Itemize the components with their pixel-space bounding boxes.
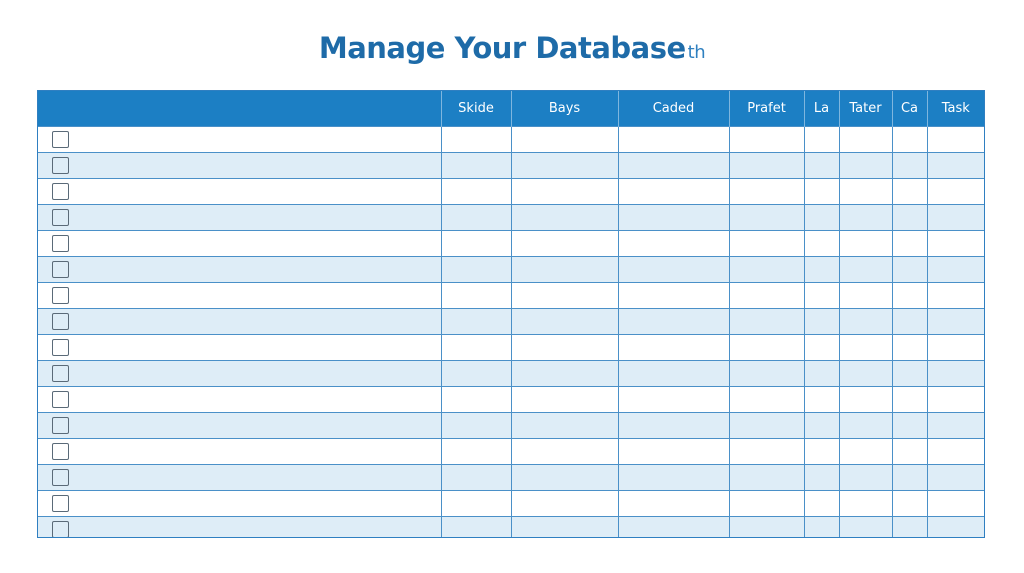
table-cell[interactable] <box>511 283 618 309</box>
table-row <box>38 153 984 179</box>
table-cell[interactable] <box>441 465 511 491</box>
row-select-cell <box>38 309 441 335</box>
table-cell[interactable] <box>729 205 804 231</box>
table-body <box>38 127 984 539</box>
row-select-cell <box>38 205 441 231</box>
table-cell[interactable] <box>729 361 804 387</box>
table-cell[interactable] <box>729 413 804 439</box>
row-checkbox[interactable] <box>52 443 69 460</box>
table-cell[interactable] <box>441 231 511 257</box>
table-cell[interactable] <box>511 153 618 179</box>
table-cell[interactable] <box>729 465 804 491</box>
table-cell[interactable] <box>511 335 618 361</box>
table-cell[interactable] <box>892 179 927 205</box>
table-cell[interactable] <box>804 517 839 539</box>
table-cell[interactable] <box>892 127 927 153</box>
table-cell[interactable] <box>804 283 839 309</box>
table-cell[interactable] <box>927 309 984 335</box>
table-cell[interactable] <box>729 179 804 205</box>
table-cell[interactable] <box>618 491 729 517</box>
table-row <box>38 439 984 465</box>
table-cell[interactable] <box>618 439 729 465</box>
table-row <box>38 361 984 387</box>
table-cell[interactable] <box>892 153 927 179</box>
table-cell[interactable] <box>729 387 804 413</box>
table-cell[interactable] <box>804 361 839 387</box>
table-cell[interactable] <box>927 283 984 309</box>
table-cell[interactable] <box>927 465 984 491</box>
column-header-prafet[interactable]: Prafet <box>729 91 804 127</box>
table-cell[interactable] <box>729 153 804 179</box>
column-header-bays[interactable]: Bays <box>511 91 618 127</box>
table-cell[interactable] <box>927 335 984 361</box>
table-cell[interactable] <box>839 361 892 387</box>
table-cell[interactable] <box>892 231 927 257</box>
row-checkbox[interactable] <box>52 261 69 278</box>
table-cell[interactable] <box>839 179 892 205</box>
table-cell[interactable] <box>839 309 892 335</box>
table-cell[interactable] <box>927 179 984 205</box>
table-cell[interactable] <box>804 309 839 335</box>
table-cell[interactable] <box>892 257 927 283</box>
table-cell[interactable] <box>927 153 984 179</box>
table-cell[interactable] <box>511 387 618 413</box>
table-cell[interactable] <box>804 153 839 179</box>
table-cell[interactable] <box>618 127 729 153</box>
table-cell[interactable] <box>511 309 618 335</box>
column-header-select <box>38 91 441 127</box>
table-cell[interactable] <box>441 153 511 179</box>
table-row <box>38 127 984 153</box>
column-header-task[interactable]: Task <box>927 91 984 127</box>
table-row <box>38 335 984 361</box>
table-cell[interactable] <box>441 179 511 205</box>
table-cell[interactable] <box>927 491 984 517</box>
table-cell[interactable] <box>441 257 511 283</box>
table-cell[interactable] <box>618 257 729 283</box>
table-row <box>38 205 984 231</box>
table-cell[interactable] <box>618 465 729 491</box>
table-cell[interactable] <box>892 517 927 539</box>
row-select-cell <box>38 465 441 491</box>
table-cell[interactable] <box>511 231 618 257</box>
table-cell[interactable] <box>927 127 984 153</box>
row-checkbox[interactable] <box>52 157 69 174</box>
table-cell[interactable] <box>729 283 804 309</box>
row-checkbox[interactable] <box>52 417 69 434</box>
column-header-caded[interactable]: Caded <box>618 91 729 127</box>
table-cell[interactable] <box>927 205 984 231</box>
table-cell[interactable] <box>729 335 804 361</box>
table-cell[interactable] <box>892 439 927 465</box>
table-cell[interactable] <box>618 413 729 439</box>
table-cell[interactable] <box>618 231 729 257</box>
row-select-cell <box>38 153 441 179</box>
table-row <box>38 231 984 257</box>
table-row <box>38 465 984 491</box>
table-cell[interactable] <box>804 257 839 283</box>
table-cell[interactable] <box>839 491 892 517</box>
table-cell[interactable] <box>892 491 927 517</box>
table-cell[interactable] <box>804 335 839 361</box>
row-checkbox[interactable] <box>52 339 69 356</box>
table-cell[interactable] <box>892 361 927 387</box>
table-cell[interactable] <box>441 335 511 361</box>
table-cell[interactable] <box>804 413 839 439</box>
page-title-suffix: th <box>687 42 706 63</box>
database-table <box>37 90 985 538</box>
row-select-cell <box>38 231 441 257</box>
data-grid <box>38 91 984 538</box>
row-checkbox[interactable] <box>52 469 69 486</box>
table-row <box>38 491 984 517</box>
table-row <box>38 517 984 539</box>
row-checkbox[interactable] <box>52 495 69 512</box>
row-select-cell <box>38 179 441 205</box>
row-select-cell <box>38 361 441 387</box>
table-cell[interactable] <box>618 179 729 205</box>
table-cell[interactable] <box>618 153 729 179</box>
page-title <box>0 28 1024 73</box>
table-cell[interactable] <box>729 439 804 465</box>
table-cell[interactable] <box>839 231 892 257</box>
table-cell[interactable] <box>441 361 511 387</box>
table-cell[interactable] <box>511 439 618 465</box>
row-checkbox[interactable] <box>52 209 69 226</box>
table-cell[interactable] <box>729 309 804 335</box>
table-cell[interactable] <box>839 205 892 231</box>
table-cell[interactable] <box>839 413 892 439</box>
row-select-cell <box>38 127 441 153</box>
table-cell[interactable] <box>441 205 511 231</box>
table-cell[interactable] <box>839 283 892 309</box>
table-row <box>38 309 984 335</box>
table-cell[interactable] <box>441 387 511 413</box>
table-cell[interactable] <box>511 413 618 439</box>
table-cell[interactable] <box>804 179 839 205</box>
table-cell[interactable] <box>804 491 839 517</box>
table-cell[interactable] <box>804 465 839 491</box>
table-cell[interactable] <box>618 205 729 231</box>
table-cell[interactable] <box>892 413 927 439</box>
table-cell[interactable] <box>618 361 729 387</box>
table-cell[interactable] <box>511 361 618 387</box>
table-cell[interactable] <box>927 517 984 539</box>
table-cell[interactable] <box>441 283 511 309</box>
table-cell[interactable] <box>511 127 618 153</box>
table-cell[interactable] <box>618 517 729 539</box>
row-select-cell <box>38 439 441 465</box>
table-cell[interactable] <box>892 335 927 361</box>
table-cell[interactable] <box>892 465 927 491</box>
column-header-tater[interactable]: Tater <box>839 91 892 127</box>
table-cell[interactable] <box>511 179 618 205</box>
table-cell[interactable] <box>729 491 804 517</box>
table-cell[interactable] <box>511 491 618 517</box>
row-select-cell <box>38 387 441 413</box>
table-cell[interactable] <box>511 517 618 539</box>
row-select-cell <box>38 257 441 283</box>
table-cell[interactable] <box>441 439 511 465</box>
row-select-cell <box>38 283 441 309</box>
table-cell[interactable] <box>839 335 892 361</box>
row-select-cell <box>38 413 441 439</box>
table-cell[interactable] <box>927 413 984 439</box>
row-checkbox[interactable] <box>52 521 69 538</box>
table-cell[interactable] <box>804 231 839 257</box>
table-cell[interactable] <box>804 387 839 413</box>
table-header-row <box>38 91 984 127</box>
table-cell[interactable] <box>927 231 984 257</box>
table-cell[interactable] <box>618 387 729 413</box>
table-cell[interactable] <box>804 205 839 231</box>
row-checkbox[interactable] <box>52 391 69 408</box>
table-cell[interactable] <box>804 439 839 465</box>
table-cell[interactable] <box>892 387 927 413</box>
table-cell[interactable] <box>729 127 804 153</box>
table-cell[interactable] <box>839 153 892 179</box>
table-cell[interactable] <box>892 309 927 335</box>
table-cell[interactable] <box>839 439 892 465</box>
table-cell[interactable] <box>729 257 804 283</box>
row-select-cell <box>38 491 441 517</box>
table-row <box>38 257 984 283</box>
table-cell[interactable] <box>927 257 984 283</box>
table-cell[interactable] <box>511 205 618 231</box>
table-cell[interactable] <box>618 283 729 309</box>
table-cell[interactable] <box>441 309 511 335</box>
column-header-la[interactable]: La <box>804 91 839 127</box>
page-title-main: Manage Your Database <box>318 31 686 65</box>
row-checkbox[interactable] <box>52 287 69 304</box>
row-select-cell <box>38 335 441 361</box>
table-row <box>38 283 984 309</box>
table-cell[interactable] <box>618 309 729 335</box>
table-cell[interactable] <box>839 257 892 283</box>
table-cell[interactable] <box>892 283 927 309</box>
table-cell[interactable] <box>729 517 804 539</box>
table-cell[interactable] <box>441 517 511 539</box>
table-cell[interactable] <box>441 491 511 517</box>
table-cell[interactable] <box>892 205 927 231</box>
row-select-cell <box>38 517 441 539</box>
table-cell[interactable] <box>839 465 892 491</box>
table-cell[interactable] <box>618 335 729 361</box>
table-cell[interactable] <box>441 413 511 439</box>
row-checkbox[interactable] <box>52 183 69 200</box>
table-row <box>38 387 984 413</box>
table-cell[interactable] <box>511 257 618 283</box>
row-checkbox[interactable] <box>52 365 69 382</box>
table-cell[interactable] <box>839 517 892 539</box>
table-cell[interactable] <box>927 387 984 413</box>
table-cell[interactable] <box>839 127 892 153</box>
column-header-skide[interactable]: Skide <box>441 91 511 127</box>
table-cell[interactable] <box>839 387 892 413</box>
column-header-ca[interactable]: Ca <box>892 91 927 127</box>
row-checkbox[interactable] <box>52 131 69 148</box>
row-checkbox[interactable] <box>52 313 69 330</box>
table-row <box>38 413 984 439</box>
table-cell[interactable] <box>729 231 804 257</box>
table-cell[interactable] <box>804 127 839 153</box>
row-checkbox[interactable] <box>52 235 69 252</box>
table-cell[interactable] <box>927 361 984 387</box>
table-cell[interactable] <box>511 465 618 491</box>
table-row <box>38 179 984 205</box>
table-cell[interactable] <box>927 439 984 465</box>
table-cell[interactable] <box>441 127 511 153</box>
